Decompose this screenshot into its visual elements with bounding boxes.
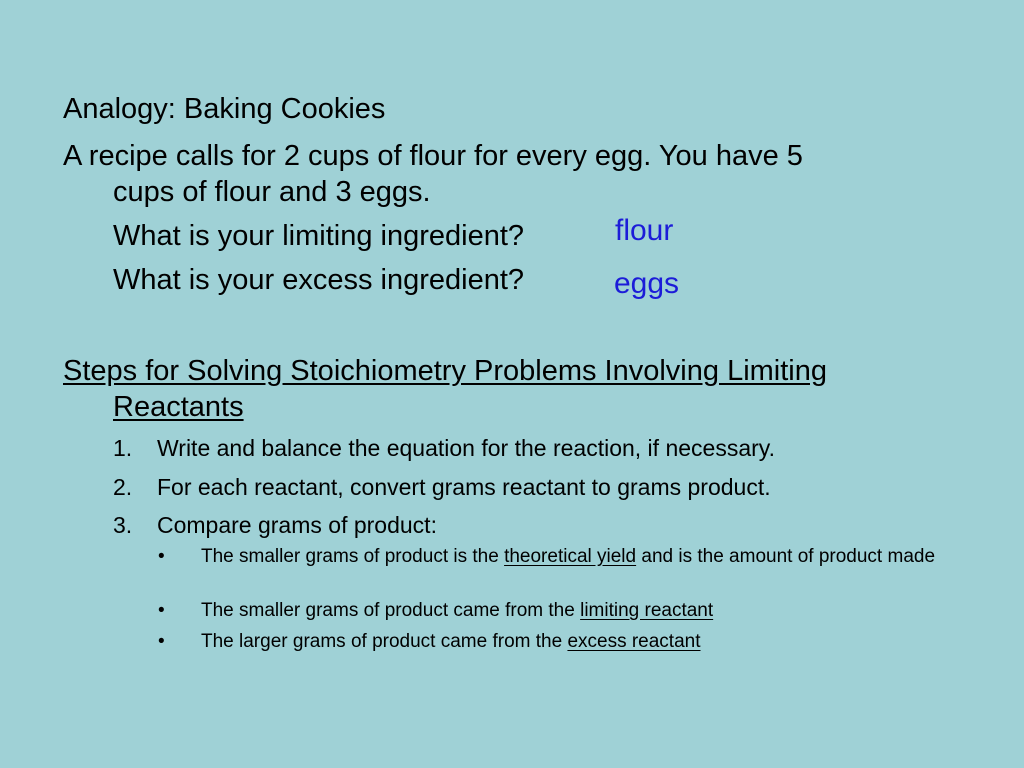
term-limiting-reactant: limiting reactant xyxy=(580,600,714,621)
bullet-marker: • xyxy=(158,600,165,621)
step-text: Write and balance the equation for the reaction, if necessary. xyxy=(157,435,775,461)
term-theoretical-yield: theoretical yield xyxy=(504,546,637,567)
step-number: 3. xyxy=(113,512,133,538)
term-excess-reactant: excess reactant xyxy=(567,631,701,652)
limiting-ingredient-answer: flour xyxy=(615,214,674,247)
steps-heading-line1: Steps for Solving Stoichiometry Problems Involving Limiting xyxy=(63,355,827,387)
bullet-theoretical-yield xyxy=(201,545,961,569)
bullet-text: The larger grams of product came from the xyxy=(201,631,568,652)
bullet-limiting-reactant xyxy=(201,601,713,620)
recipe-text-line1: A recipe calls for 2 cups of flour for every egg. You have 5 xyxy=(63,140,803,172)
bullet-text: The smaller grams of product is the xyxy=(201,546,505,567)
step-text: Compare grams of product: xyxy=(157,512,437,538)
recipe-text-line2: cups of flour and 3 eggs. xyxy=(113,176,431,208)
bullet-text: The smaller grams of product came from the xyxy=(201,600,581,621)
step-number: 1. xyxy=(113,435,133,461)
analogy-title: Analogy: Baking Cookies xyxy=(63,93,386,125)
bullet-excess-reactant xyxy=(201,632,701,651)
excess-ingredient-answer: eggs xyxy=(614,267,680,300)
limiting-ingredient-question: What is your limiting ingredient? xyxy=(113,220,525,252)
steps-heading-line2: Reactants xyxy=(113,391,244,423)
bullet-marker: • xyxy=(158,631,165,652)
bullet-text: and is the amount of product made xyxy=(636,546,936,567)
step-text: For each reactant, convert grams reactant to grams product. xyxy=(157,474,771,500)
step-number: 2. xyxy=(113,474,133,500)
excess-ingredient-question: What is your excess ingredient? xyxy=(113,264,525,296)
bullet-marker: • xyxy=(158,546,165,567)
